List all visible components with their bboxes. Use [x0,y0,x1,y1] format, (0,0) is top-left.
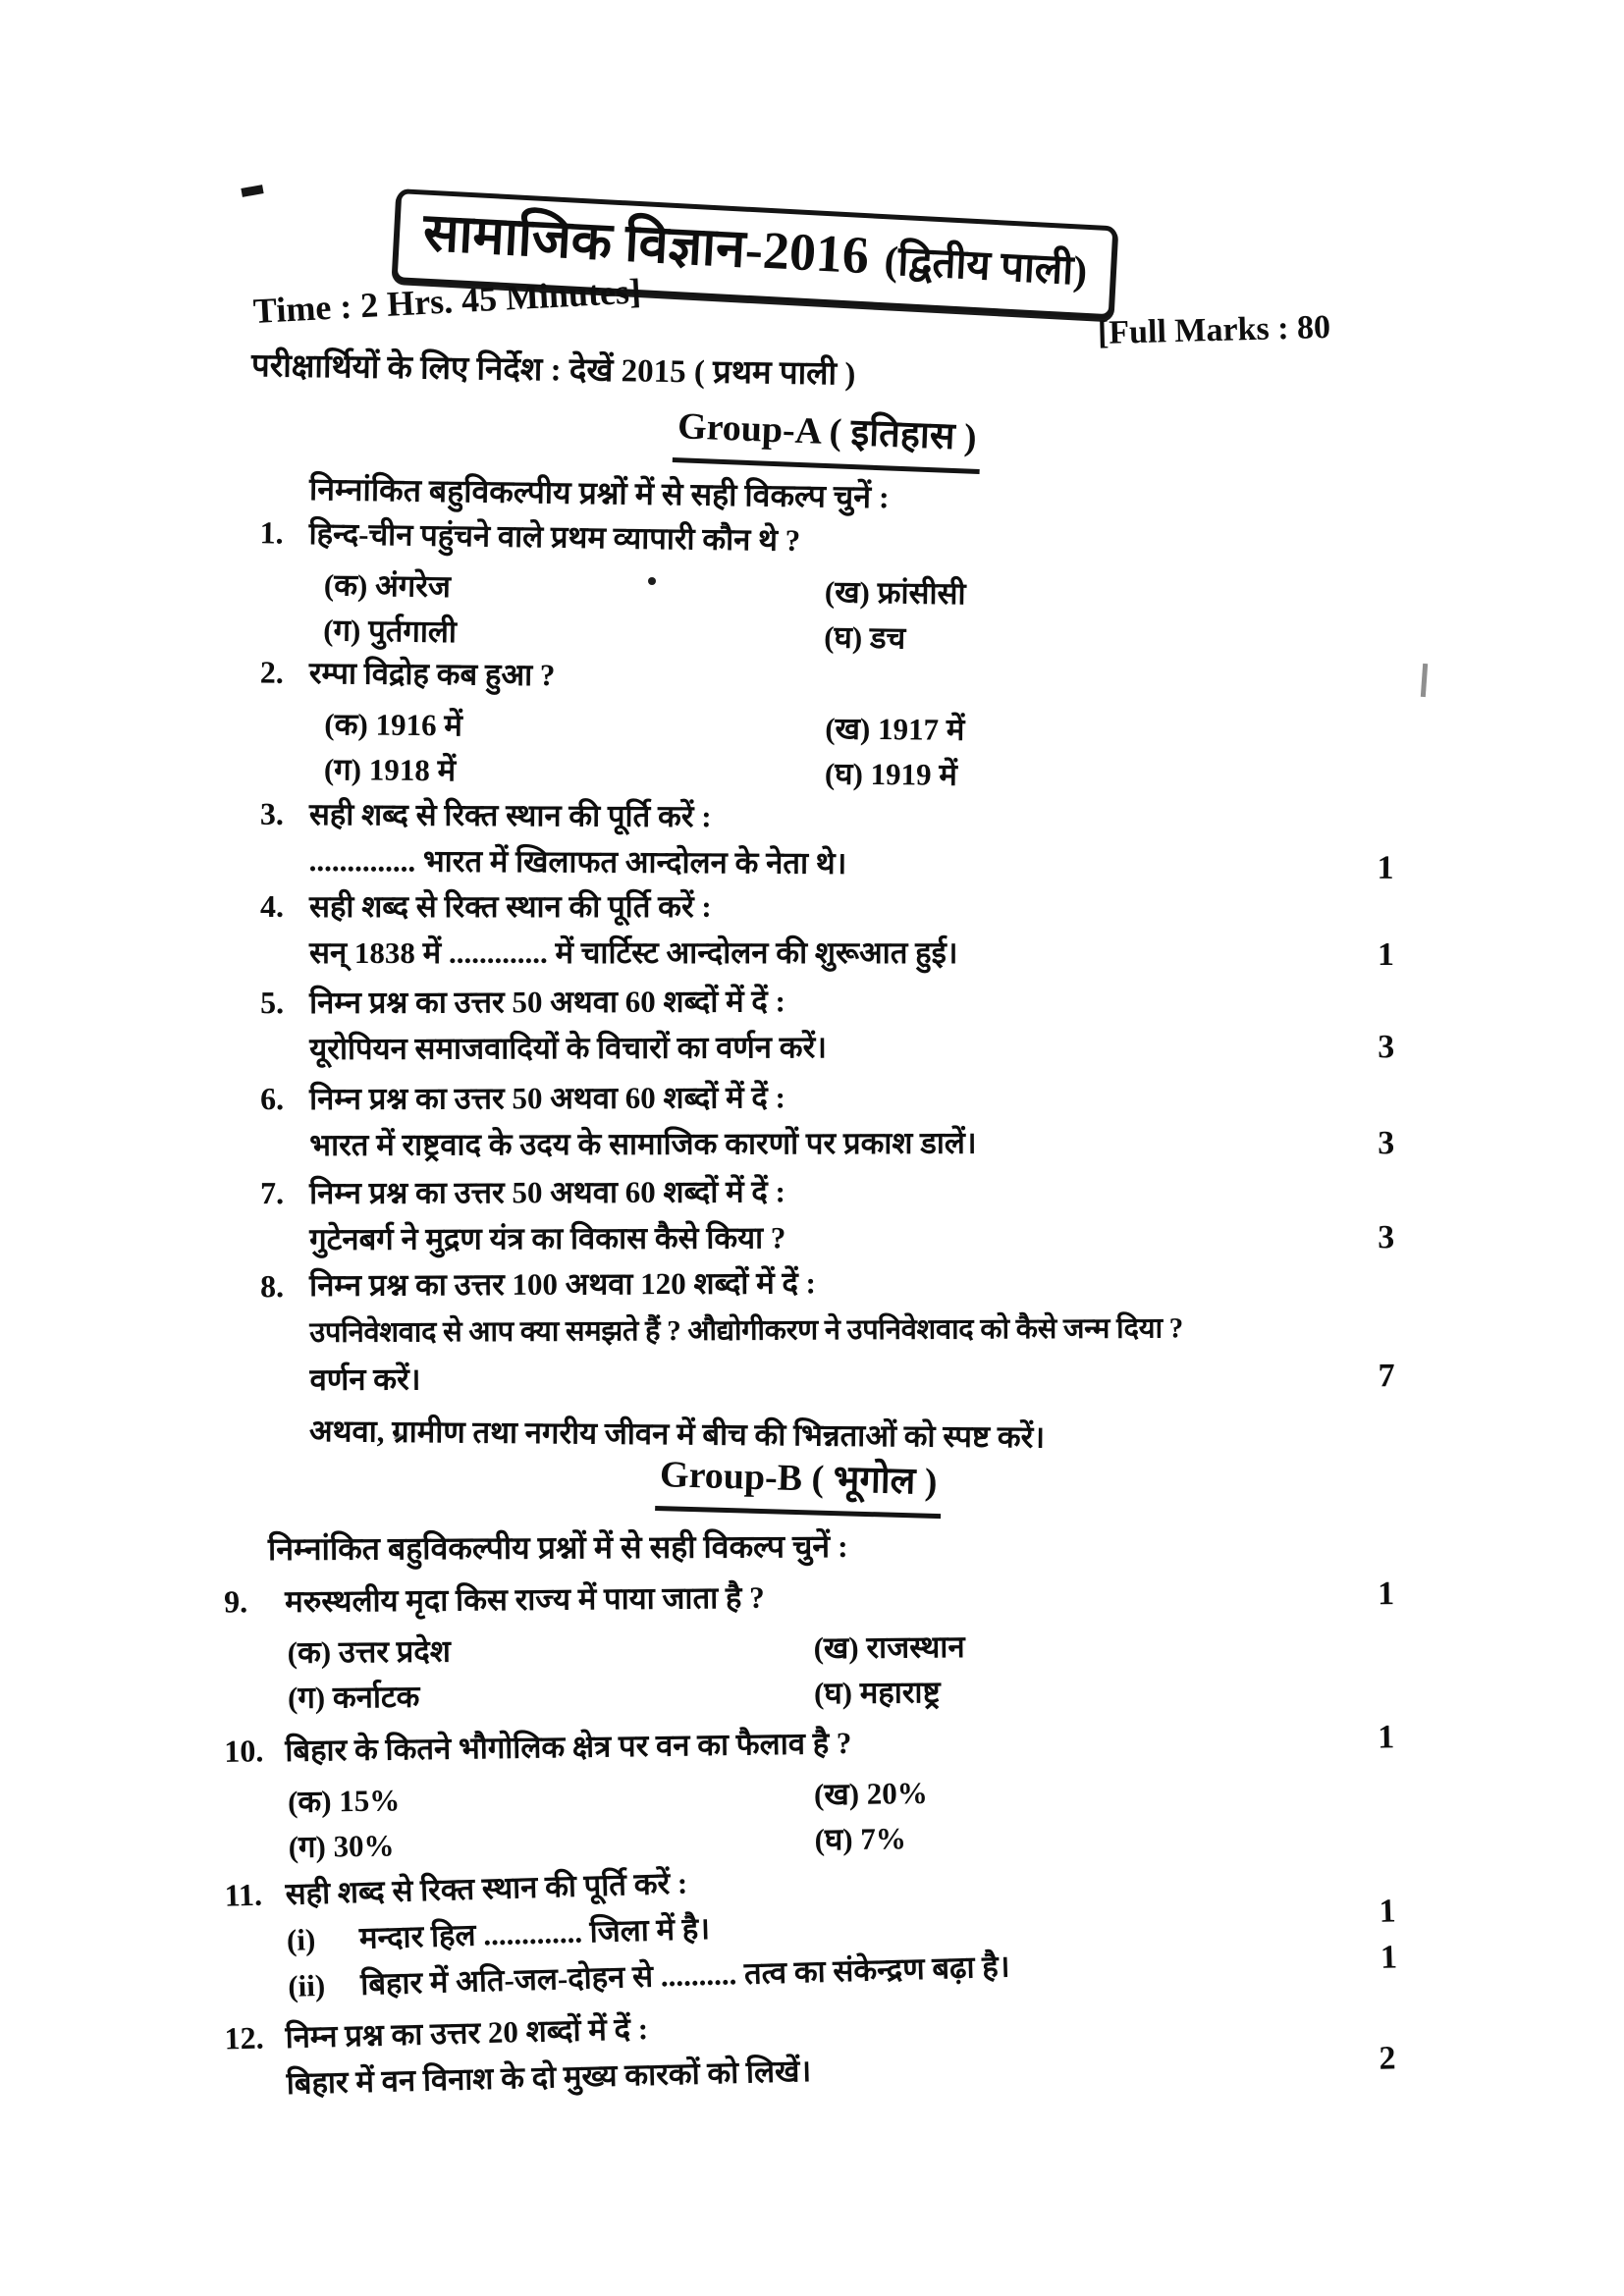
fill-in-line: सन् 1838 में ............. में चार्टिस्ट आन्दोलन की शुरूआत हुई। [309,935,958,970]
subitem-text: मन्दार हिल ............. जिला में है। [358,1910,711,1955]
question-text: सही शब्द से रिक्त स्थान की पूर्ति करें : [308,796,712,834]
question-number: 4. [260,888,284,924]
question-2 [259,650,1394,802]
question-5 [260,976,1395,1072]
question-8 [260,1256,1395,1404]
question-text: गुटेनबर्ग ने मुद्रण यंत्र का विकास कैसे किया ? [309,1220,786,1256]
marks-value: 3 [1378,1125,1395,1162]
question-number: 1. [259,514,284,551]
question-number: 10. [224,1733,264,1769]
option-c: (ग) 30% [288,1828,395,1864]
options-grid [308,702,1394,802]
option-b: (ख) 20% [813,1775,929,1812]
question-text: हिन्द-चीन पहुंचने वाले प्रथम व्यापारी कौन थे ? [308,515,801,558]
candidate-instructions: परीक्षार्थियों के लिए निर्देश : देखें 2015 ( प्रथम पाली ) [250,348,856,393]
question-9 [224,1569,1395,1721]
question-6 [260,1072,1395,1168]
group-b-intro: निम्नांकित बहुविकल्पीय प्रश्नों में से सही विकल्प चुनें : [267,1527,848,1567]
subitem-label: (ii) [287,1967,326,2003]
option-d: (घ) महाराष्ट्र [813,1675,941,1711]
question-stem: निम्न प्रश्न का उत्तर 50 अथवा 60 शब्दों में दें : [309,1174,785,1210]
marks-value: 3 [1378,1029,1395,1066]
option-b: (ख) राजस्थान [813,1629,965,1666]
question-3 [259,791,1394,889]
question-text: रम्पा विद्रोह कब हुआ ? [308,655,556,693]
question-text: उपनिवेशवाद से आप क्या समझते हैं ? औद्योगीकरण ने उपनिवेशवाद को कैसे जन्म दिया ? [309,1312,1183,1349]
option-b: (ख) फ्रांसीसी [824,574,966,612]
question-1 [259,510,1394,667]
marks-value: 1 [1379,1893,1397,1930]
group-a-heading: Group-A ( इतिहास ) [673,399,982,474]
group-a-intro: निम्नांकित बहुविकल्पीय प्रश्नों में से सही विकल्प चुनें : [308,471,890,515]
marks-value: 1 [1380,1939,1398,1976]
question-number: 9. [224,1583,248,1620]
or-label: अथवा, [308,1414,385,1449]
question-stem: निम्न प्रश्न का उत्तर 100 अथवा 120 शब्दों में दें : [309,1265,817,1303]
option-c: (ग) 1918 में [323,752,457,788]
question-text: भारत में राष्ट्रवाद के उदय के सामाजिक कारणों पर प्रकाश डालें। [309,1125,977,1162]
scan-artifact [1421,664,1428,697]
option-a: (क) 15% [287,1783,401,1819]
option-a: (क) अंगरेज [323,567,452,605]
question-number: 5. [260,985,285,1021]
marks-value: 7 [1378,1358,1395,1395]
fill-in-line: .............. भारत में खिलाफत आन्दोलन के नेता थे। [308,842,847,881]
scan-artifact [241,185,263,197]
options-grid [285,1621,1395,1721]
option-d: (घ) डच [824,619,906,656]
question-7 [260,1166,1395,1262]
marks-value: 1 [1377,849,1394,886]
question-text-continued: वर्णन करें। [309,1362,421,1397]
option-a: (क) उत्तर प्रदेश [287,1633,452,1670]
question-number: 11. [224,1876,263,1913]
option-c: (ग) पुर्तगाली [323,613,458,650]
option-a: (क) 1916 में [324,707,462,743]
question-number: 12. [224,2019,265,2056]
question-text: सही शब्द से रिक्त स्थान की पूर्ति करें : [285,1865,688,1911]
marks-value: 1 [1378,936,1394,973]
question-11 [224,1840,1398,2008]
marks-value: 2 [1378,2040,1396,2077]
question-number: 7. [260,1175,285,1211]
question-text: बिहार के कितने भौगोलिक क्षेत्र पर वन का फैलाव है ? [285,1725,852,1768]
time-allowed-label: Time : 2 Hrs. 45 Minutes] [251,271,642,331]
option-d: (घ) 1919 में [824,756,958,792]
question-12 [224,1987,1396,2107]
subitem-label: (i) [286,1922,316,1957]
group-b-heading: Group-B ( भूगोल ) [655,1447,942,1519]
marks-value: 1 [1378,1575,1395,1613]
question-stem: निम्न प्रश्न का उत्तर 50 अथवा 60 शब्दों में दें : [309,984,785,1020]
question-number: 3. [259,795,284,831]
marks-value: 3 [1378,1219,1395,1256]
question-text: मरुस्थलीय मृदा किस राज्य में पाया जाता है ? [285,1579,765,1619]
question-number: 8. [260,1268,285,1305]
question-text: बिहार में वन विनाश के दो मुख्य कारकों को लिखें। [286,2053,812,2101]
question-number: 2. [259,654,284,690]
option-c: (ग) कर्नाटक [287,1679,420,1715]
question-stem: निम्न प्रश्न का उत्तर 20 शब्दों में दें : [285,2010,649,2055]
question-4 [260,883,1394,976]
or-text: ग्रामीण तथा नगरीय जीवन में बीच की भिन्नताओं को स्पष्ट करें। [392,1414,1046,1455]
full-marks-label: [Full Marks : 80 [1097,308,1331,352]
page-title-shift: (द्वितीय पाली) [883,239,1089,294]
question-text: यूरोपियन समाजवादियों के विचारों का वर्णन करें। [309,1030,828,1066]
question-number: 6. [260,1081,285,1117]
page-title: सामाजिक विज्ञान-2016 [421,202,871,286]
question-text: सही शब्द से रिक्त स्थान की पूर्ति करें : [309,889,712,924]
marks-value: 1 [1377,1719,1395,1756]
subitem-text: बिहार में अति-जल-दोहन से .......... तत्व का संकेन्द्रण बढ़ा है। [359,1949,1010,2002]
option-b: (ख) 1917 में [825,711,965,747]
question-stem: निम्न प्रश्न का उत्तर 50 अथवा 60 शब्दों में दें : [309,1080,785,1116]
option-d: (घ) 7% [814,1821,907,1857]
